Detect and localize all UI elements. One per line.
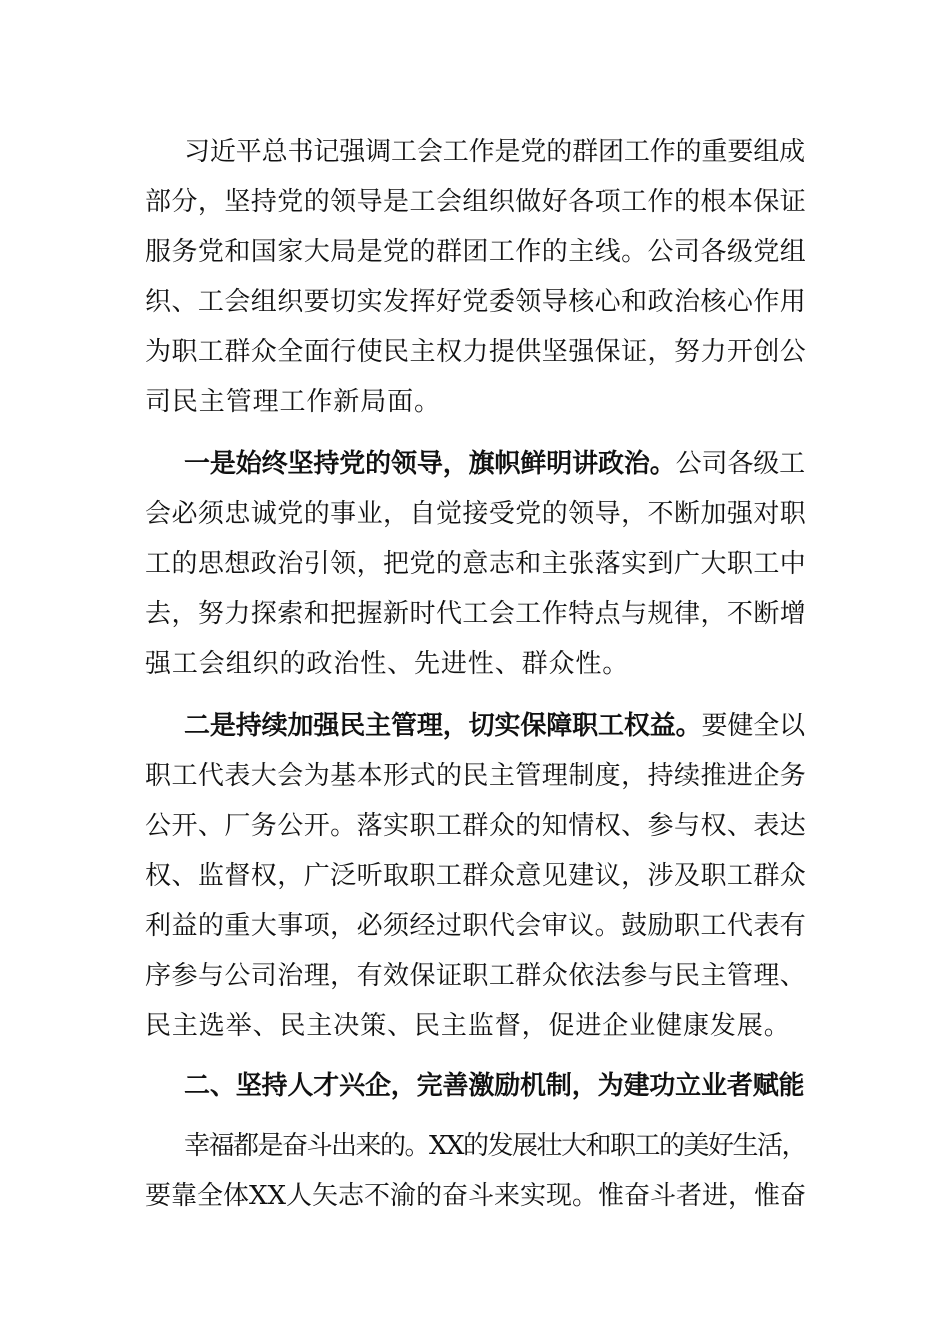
paragraph-2-heading: 一是始终坚持党的领导，旗帜鲜明讲政治。 (184, 449, 676, 479)
paragraph-1-line-3: 服务党和国家大局是党的群团工作的主线。公司各级党组 (145, 237, 807, 267)
paragraph-1-line-5: 为职工群众全面行使民主权力提供坚强保证，努力开创公 (145, 337, 807, 367)
paragraph-2-line-4: 去，努力探索和把握新时代工会工作特点与规律，不断增 (145, 599, 807, 629)
paragraph-2-line-5: 强工会组织的政治性、先进性、群众性。 (145, 649, 630, 679)
paragraph-3-line-1 (184, 706, 805, 746)
paragraph-4-line-2: 要靠全体XX人矢志不渝的奋斗来实现。惟奋斗者进，惟奋 (145, 1181, 807, 1211)
paragraph-3-line-3: 公开、厂务公开。落实职工群众的知情权、参与权、表达 (145, 811, 807, 841)
paragraph-1-line-2: 部分，坚持党的领导是工会组织做好各项工作的根本保证 (145, 187, 807, 217)
paragraph-4-line-1: 幸福都是奋斗出来的。XX的发展壮大和职工的美好生活， (184, 1131, 807, 1161)
paragraph-3-line-5: 利益的重大事项，必须经过职代会审议。鼓励职工代表有 (145, 911, 807, 941)
paragraph-2-line-2: 会必须忠诚党的事业，自觉接受党的领导，不断加强对职 (145, 499, 807, 529)
paragraph-1-line-4: 织、工会组织要切实发挥好党委领导核心和政治核心作用 (145, 287, 807, 317)
paragraph-1-line-6: 司民主管理工作新局面。 (145, 387, 441, 417)
paragraph-3-line-6: 序参与公司治理，有效保证职工群众依法参与民主管理、 (145, 961, 807, 991)
paragraph-2-first-rest: 公司各级工 (675, 449, 805, 479)
section-title: 二、坚持人才兴企，完善激励机制，为建功立业者赋能 (184, 1071, 805, 1101)
paragraph-2-line-1 (184, 444, 805, 484)
paragraph-3-first-rest: 要健全以 (701, 711, 805, 741)
paragraph-2-line-3: 工的思想政治引领，把党的意志和主张落实到广大职工中 (145, 549, 807, 579)
paragraph-3-line-4: 权、监督权，广泛听取职工群众意见建议，涉及职工群众 (145, 861, 807, 891)
paragraph-3-line-7: 民主选举、民主决策、民主监督，促进企业健康发展。 (145, 1011, 791, 1041)
paragraph-1-line-1: 习近平总书记强调工会工作是党的群团工作的重要组成 (184, 137, 805, 167)
paragraph-3-heading: 二是持续加强民主管理，切实保障职工权益。 (184, 711, 702, 741)
paragraph-3-line-2: 职工代表大会为基本形式的民主管理制度，持续推进企务 (145, 761, 807, 791)
